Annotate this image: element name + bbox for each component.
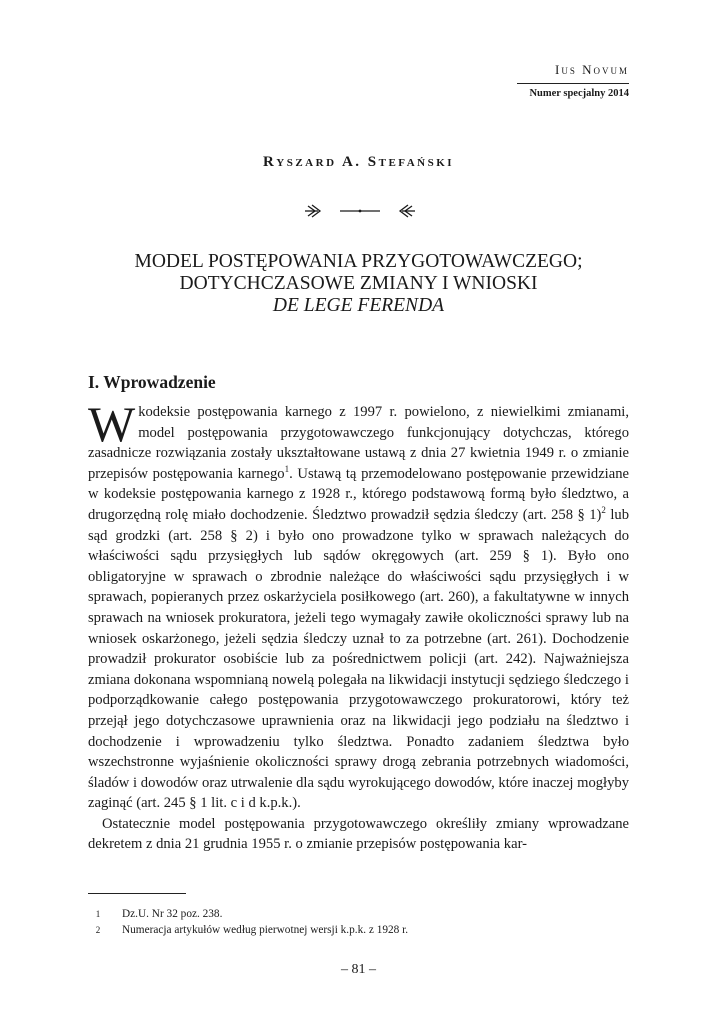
paragraph-1 bbox=[88, 396, 629, 814]
title-line-1: MODEL POSTĘPOWANIA PRZYGOTOWAWCZEGO; bbox=[134, 251, 583, 272]
title-line-3: DE LEGE FERENDA bbox=[272, 295, 445, 316]
paragraph-1-part-2: . Ustawą tą przemodelowano postępowanie przewidziane w kodeksie postępowania karnego z 1928 r., którego podstawową formą było śledztwo, a drugorzędną rolę miało dochodzenie. Śledztwo prowadził sędzia śledczy (art. 258 § 1) bbox=[88, 465, 629, 523]
footnote bbox=[88, 922, 408, 938]
title-line-2: DOTYCHCZASOWE ZMIANY I WNIOSKI bbox=[179, 273, 538, 294]
paragraph-1-part-1: kodeksie postępowania karnego z 1997 r. powielono, z niewielkimi zmianami, model postępowania przygotowawczego funkcjonujący dotychczas, którego zasadnicze rozwiązania zostały ukształtowane ustawą z dnia 27 kwietnia 1949 r. o zmianie przepisów postępowania karnego bbox=[88, 404, 629, 482]
ornament-divider-icon bbox=[300, 201, 420, 221]
author-name: Ryszard A. Stefański bbox=[262, 154, 455, 170]
paragraph-2: Ostatecznie model postępowania przygotowawczego określiły zmiany wprowadzane dekretem z dnia 21 grudnia 1955 r. o zmianie przepisów postępowania kar- bbox=[88, 815, 629, 853]
header-rule bbox=[517, 83, 629, 84]
drop-cap: W bbox=[88, 396, 136, 452]
footnote-text: Numeracja artykułów według pierwotnej wersji k.p.k. z 1928 r. bbox=[122, 924, 409, 936]
footnote-number: 1 bbox=[95, 909, 101, 919]
body-text bbox=[88, 396, 629, 855]
footnote-text: Dz.U. Nr 32 poz. 238. bbox=[122, 908, 223, 920]
footnote-ref-2[interactable]: 2 bbox=[601, 505, 606, 516]
issue-label: Numer specjalny 2014 bbox=[529, 88, 629, 99]
page-number: – 81 – bbox=[341, 962, 376, 977]
section-heading: I. Wprowadzenie bbox=[88, 372, 216, 392]
footnote-rule bbox=[88, 893, 186, 894]
paragraph-1-part-3: lub sąd grodzki (art. 258 § 2) i było ono prowadzone tylko w sprawach należących do właściwości sądu przysięgłych lub sądów okręgowych (art. 259 § 1). Było ono obligatoryjne w sprawach o zbrodnie należące do właściwości sądu przysięgłych i w sprawach, popieranych przez oskarżyciela posiłkowego (art. 260), a fakultatywne w innych sprawach na wniosek prokuratora, jeżeli tego wymagały zawiłe okoliczności sprawy lub na wniosek oskarżonego, jeżeli sędzia śledczy uznał to za potrzebne (art. 261). Dochodzenie prowadził prokurator osobiście lub za pośrednictwem policji (art. 242). Najważniejsza zmiana dokonana wspomnianą nowelą polegała na likwidacji instytucji sędziego śledczego i podporządkowanie całego postępowania przygotowawczego prokuratorowi, który też przejął jego dotychczasowe uprawnienia oraz na likwidacji jego podziału na śledztwo i dochodzenie i wprowadzeniu tylko śledztwa. Ponadto zadaniem śledztwa było wszechstronne wyjaśnienie okoliczności sprawy drogą zebrania potrzebnych wiadomości, śladów i dowodów oraz utrwalenie dla sądu wyrokującego dowodów, które inaczej mogłyby zaginąć (art. 245 § 1 lit. c i d k.p.k.). bbox=[88, 506, 629, 812]
article-title bbox=[0, 251, 717, 317]
footnote-number: 2 bbox=[95, 925, 101, 935]
journal-name: Ius Novum bbox=[555, 62, 629, 77]
footnotes bbox=[88, 906, 408, 938]
running-header bbox=[517, 62, 629, 99]
footnote bbox=[88, 906, 408, 922]
footnote-ref-1[interactable]: 1 bbox=[284, 463, 290, 474]
